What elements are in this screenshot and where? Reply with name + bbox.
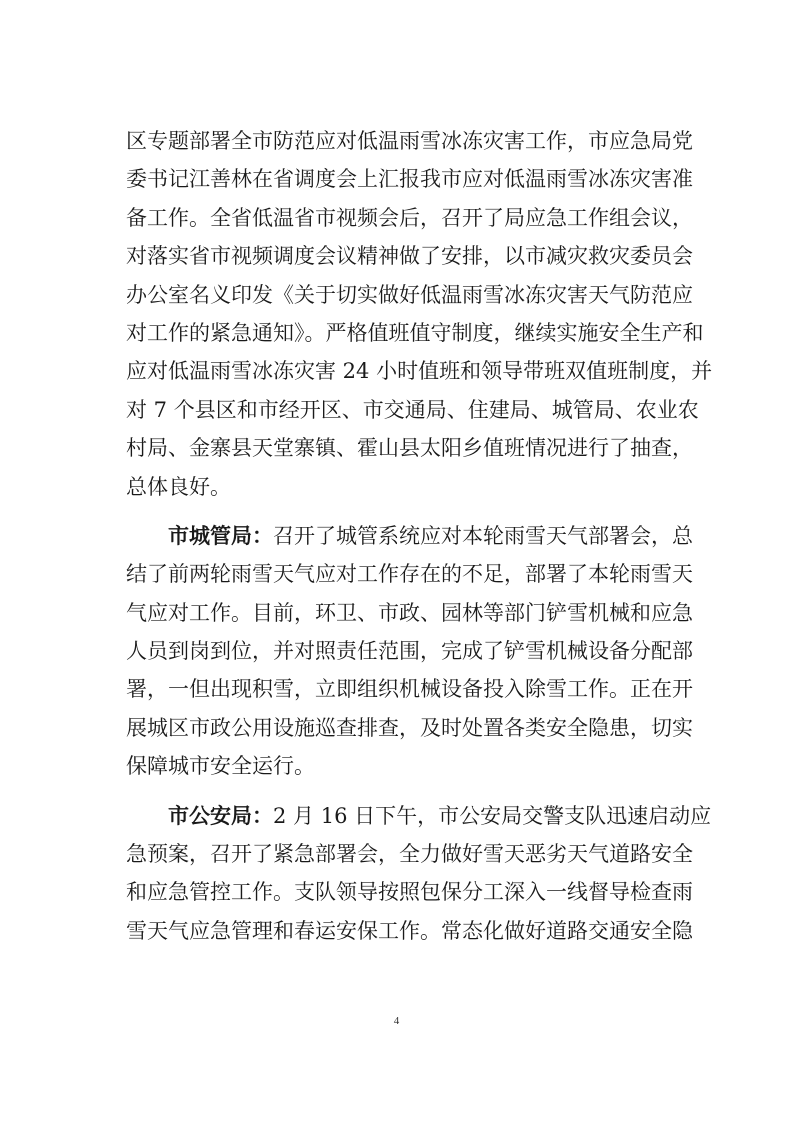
page-number: 4 — [393, 1015, 400, 1027]
text-line: 对工作的紧急通知》。严格值班值守制度，继续实施安全生产和 — [126, 320, 704, 345]
text-line: 委书记江善林在省调度会上汇报我市应对低温雨雪冰冻灾害准 — [126, 167, 693, 192]
text-line — [126, 517, 693, 555]
text-line: 人员到岗到位，并对照责任范围，完成了铲雪机械设备分配部 — [126, 639, 693, 664]
paragraph-lead: 市公安局： — [168, 803, 273, 828]
text-line: 气应对工作。目前，环卫、市政、园林等部门铲雪机械和应急 — [126, 600, 693, 625]
text-line: 保障城市安全运行。 — [126, 754, 315, 779]
text-line-content: 2 月 16 日下午，市公安局交警支队迅速启动应 — [273, 803, 712, 828]
text-line: 对 7 个县区和市经开区、市交通局、住建局、城管局、农业农 — [126, 397, 699, 422]
text-line: 备工作。全省低温省市视频会后，召开了局应急工作组会议， — [126, 205, 693, 230]
text-line: 和应急管控工作。支队领导按照包保分工深入一线督导检查雨 — [126, 880, 693, 905]
paragraph-public-security-bureau — [126, 797, 712, 951]
text-line: 急预案，召开了紧急部署会，全力做好雪天恶劣天气道路安全 — [126, 842, 693, 867]
text-line: 区专题部署全市防范应对低温雨雪冰冻灾害工作，市应急局党 — [126, 129, 693, 153]
text-line: 应对低温雨雪冰冻灾害 24 小时值班和领导带班双值班制度，并 — [126, 359, 713, 384]
text-line: 署，一但出现积雪，立即组织机械设备投入除雪工作。正在开 — [126, 677, 693, 702]
text-line: 村局、金寨县天堂寨镇、霍山县太阳乡值班情况进行了抽查， — [126, 436, 693, 461]
text-line: 展城区市政公用设施巡查排查，及时处置各类安全隐患，切实 — [126, 715, 693, 740]
paragraph-urban-management-bureau — [126, 517, 693, 786]
text-line: 结了前两轮雨雪天气应对工作存在的不足，部署了本轮雨雪天 — [126, 562, 693, 587]
text-line: 对落实省市视频调度会议精神做了安排，以市减灾救灾委员会 — [126, 244, 693, 269]
body-text — [126, 122, 713, 950]
text-line: 雪天气应急管理和春运安保工作。常态化做好道路交通安全隐 — [126, 918, 693, 943]
text-line: 总体良好。 — [126, 474, 231, 499]
text-line-content: 召开了城管系统应对本轮雨雪天气部署会，总 — [273, 523, 693, 548]
paragraph-emergency-bureau — [126, 122, 713, 506]
text-line: 办公室名义印发《关于切实做好低温雨雪冰冻灾害天气防范应 — [126, 282, 693, 307]
text-line — [126, 797, 712, 835]
paragraph-lead: 市城管局： — [168, 523, 273, 548]
